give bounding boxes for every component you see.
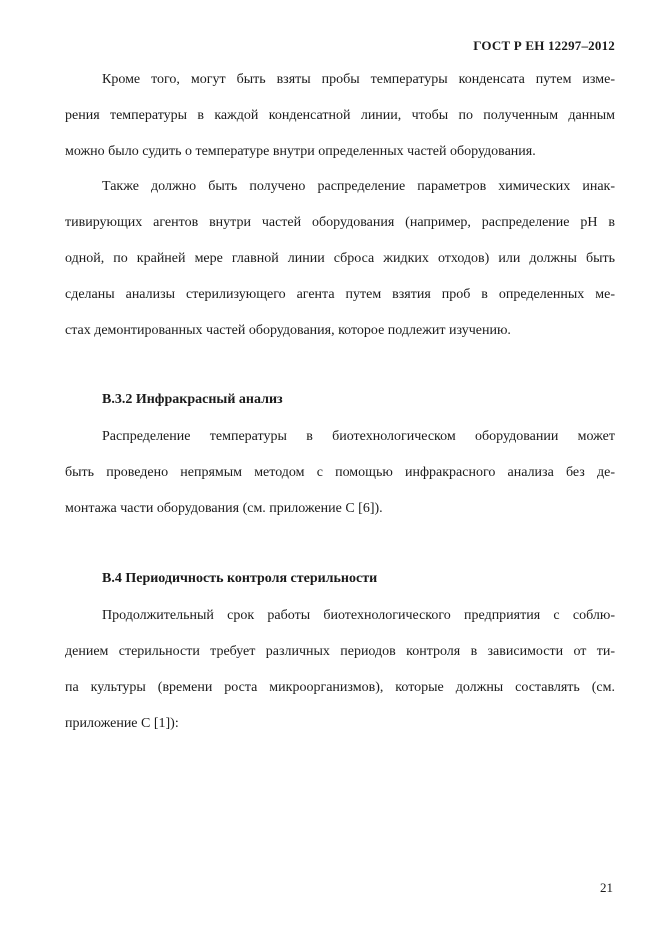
text-line: Также должно быть получено распределение параметров химических инак- — [102, 179, 615, 194]
standard-header: ГОСТ Р ЕН 12297–2012 — [473, 38, 615, 53]
text-line: Кроме того, могут быть взяты пробы температуры конденсата путем изме- — [102, 72, 615, 87]
paragraph-condensate — [65, 62, 615, 170]
text-line: рения температуры в каждой конденсатной линии, чтобы по полученным данным — [65, 108, 615, 123]
text-line: Продолжительный срок работы биотехнологического предприятия с соблю- — [102, 608, 615, 623]
text-line: быть проведено непрямым методом с помощью инфракрасного анализа без де- — [65, 465, 615, 480]
text-line: монтажа части оборудования (см. приложение С [6]). — [65, 501, 383, 516]
paragraph-infrared — [65, 419, 615, 527]
section-heading-periodicity: В.4 Периодичность контроля стерильности — [102, 571, 378, 586]
text-line: дением стерильности требует различных периодов контроля в зависимости от ти- — [65, 644, 615, 659]
page-number: 21 — [600, 880, 613, 895]
text-line: одной, по крайней мере главной линии сброса жидких отходов) или должны быть — [65, 251, 615, 266]
text-line: Распределение температуры в биотехнологическом оборудовании может — [102, 429, 615, 444]
section-heading-infrared: В.3.2 Инфракрасный анализ — [102, 392, 283, 407]
text-line: можно было судить о температуре внутри определенных частей оборудования. — [65, 144, 536, 159]
text-line: па культуры (времени роста микроорганизмов), которые должны составлять (см. — [65, 680, 615, 695]
text-line: сделаны анализы стерилизующего агента путем взятия проб в определенных ме- — [65, 287, 615, 302]
text-line: тивирующих агентов внутри частей оборудования (например, распределение рН в — [65, 215, 615, 230]
text-line: приложение С [1]): — [65, 716, 179, 731]
text-line: стах демонтированных частей оборудования, которое подлежит изучению. — [65, 323, 511, 338]
paragraph-chemical-agents — [65, 169, 615, 349]
paragraph-periodicity — [65, 598, 615, 742]
